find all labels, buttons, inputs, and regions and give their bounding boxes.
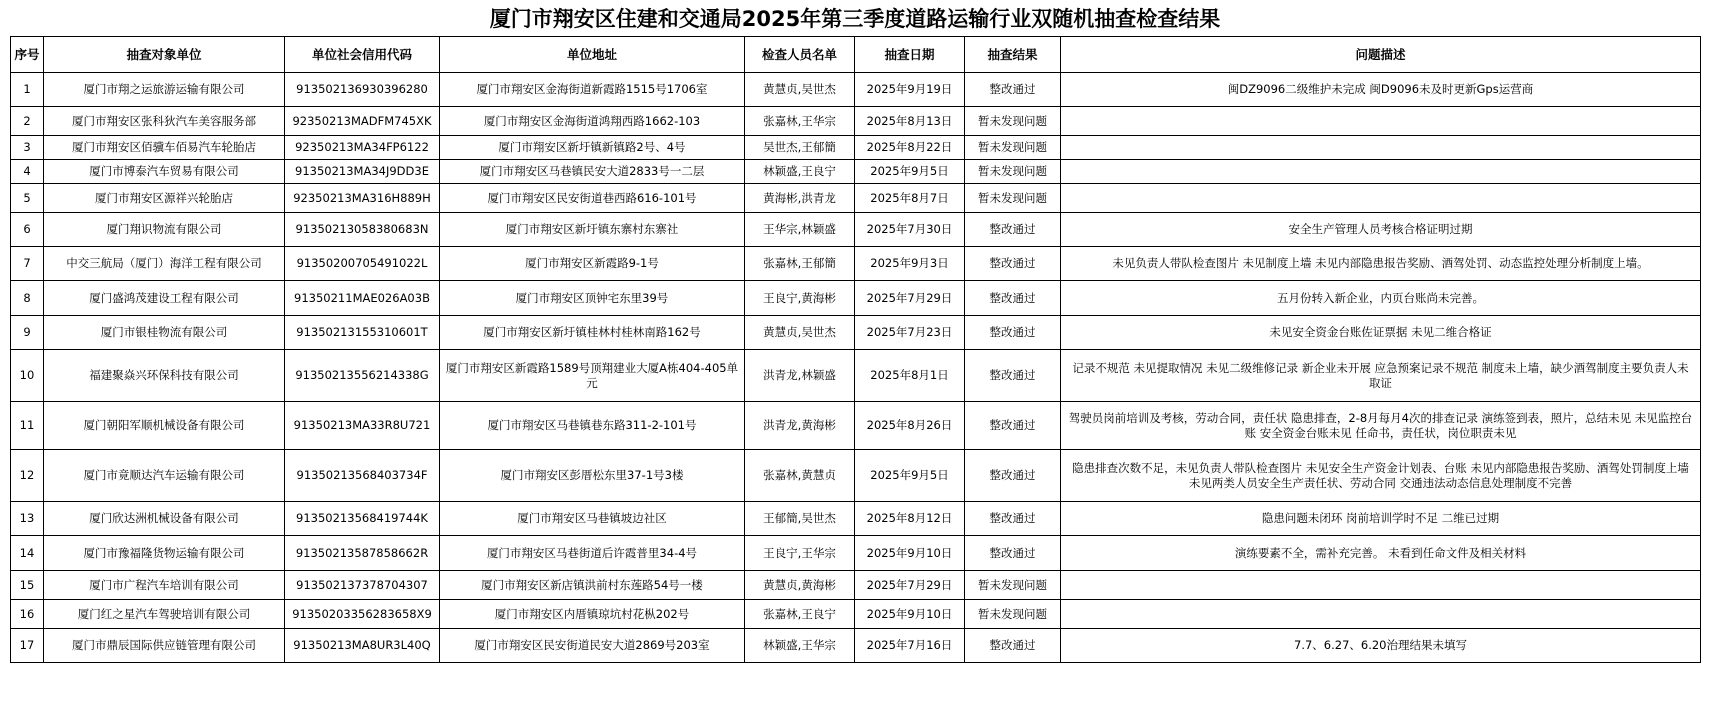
cell-date: 2025年8月13日 xyxy=(855,107,965,136)
cell-issue: 记录不规范 未见提取情况 未见二级维修记录 新企业未开展 应急预案记录不规范 制度未上墙，缺少酒驾制度主要负责人未取证 xyxy=(1061,350,1701,402)
cell-date: 2025年7月16日 xyxy=(855,629,965,663)
cell-issue xyxy=(1061,600,1701,629)
cell-date: 2025年7月29日 xyxy=(855,571,965,600)
cell-address: 厦门市翔安区新圩镇东寨村东寨社 xyxy=(440,213,745,247)
cell-inspectors: 王良宁,王华宗 xyxy=(745,536,855,571)
cell-unit: 厦门红之星汽车驾驶培训有限公司 xyxy=(44,600,285,629)
cell-issue: 未见负责人带队检查图片 未见制度上墙 未见内部隐患报告奖励、酒驾处罚、动态监控处理分析制度上墙。 xyxy=(1061,247,1701,281)
cell-seq: 10 xyxy=(11,350,44,402)
cell-seq: 12 xyxy=(11,450,44,502)
cell-seq: 2 xyxy=(11,107,44,136)
cell-issue xyxy=(1061,136,1701,160)
cell-date: 2025年8月22日 xyxy=(855,136,965,160)
cell-code: 91350213568419744K xyxy=(285,502,440,536)
cell-inspectors: 黄慧贞,黄海彬 xyxy=(745,571,855,600)
cell-code: 91350213MA8UR3L40Q xyxy=(285,629,440,663)
cell-inspectors: 洪青龙,林颖盛 xyxy=(745,350,855,402)
cell-address: 厦门市翔安区内厝镇琼坑村花枞202号 xyxy=(440,600,745,629)
table-body xyxy=(11,73,1701,663)
cell-seq: 11 xyxy=(11,402,44,450)
cell-date: 2025年9月10日 xyxy=(855,600,965,629)
cell-unit: 厦门市广程汽车培训有限公司 xyxy=(44,571,285,600)
cell-address: 厦门市翔安区金海街道新霞路1515号1706室 xyxy=(440,73,745,107)
cell-code: 91350213587858662R xyxy=(285,536,440,571)
cell-result: 整改通过 xyxy=(965,502,1061,536)
cell-unit: 厦门朝阳军顺机械设备有限公司 xyxy=(44,402,285,450)
cell-address: 厦门市翔安区新霞路9-1号 xyxy=(440,247,745,281)
cell-seq: 8 xyxy=(11,281,44,316)
cell-address: 厦门市翔安区民安街道巷西路616-101号 xyxy=(440,184,745,213)
cell-issue xyxy=(1061,571,1701,600)
cell-inspectors: 张嘉林,王良宁 xyxy=(745,600,855,629)
cell-inspectors: 王华宗,林颖盛 xyxy=(745,213,855,247)
table-row xyxy=(11,600,1701,629)
cell-result: 暂未发现问题 xyxy=(965,107,1061,136)
cell-code: 91350200705491022L xyxy=(285,247,440,281)
cell-unit: 厦门市竟顺达汽车运输有限公司 xyxy=(44,450,285,502)
cell-seq: 7 xyxy=(11,247,44,281)
cell-date: 2025年7月23日 xyxy=(855,316,965,350)
table-row xyxy=(11,136,1701,160)
table-row xyxy=(11,536,1701,571)
cell-address: 厦门市翔安区彭厝松东里37-1号3楼 xyxy=(440,450,745,502)
cell-result: 整改通过 xyxy=(965,316,1061,350)
header-code: 单位社会信用代码 xyxy=(285,37,440,73)
cell-issue: 安全生产管理人员考核合格证明过期 xyxy=(1061,213,1701,247)
header-address: 单位地址 xyxy=(440,37,745,73)
header-issue: 问题描述 xyxy=(1061,37,1701,73)
cell-unit: 厦门市博泰汽车贸易有限公司 xyxy=(44,160,285,184)
cell-unit: 厦门盛鸿茂建设工程有限公司 xyxy=(44,281,285,316)
cell-code: 91350213556214338G xyxy=(285,350,440,402)
table-row xyxy=(11,247,1701,281)
cell-seq: 13 xyxy=(11,502,44,536)
cell-issue: 五月份转入新企业，内页台账尚未完善。 xyxy=(1061,281,1701,316)
table-row xyxy=(11,629,1701,663)
page-title: 厦门市翔安区住建和交通局2025年第三季度道路运输行业双随机抽查检查结果 xyxy=(489,7,1221,31)
cell-seq: 9 xyxy=(11,316,44,350)
table-row xyxy=(11,450,1701,502)
cell-date: 2025年9月10日 xyxy=(855,536,965,571)
cell-inspectors: 王良宁,黄海彬 xyxy=(745,281,855,316)
cell-result: 整改通过 xyxy=(965,73,1061,107)
cell-code: 92350213MA316H889H xyxy=(285,184,440,213)
table-row xyxy=(11,502,1701,536)
cell-inspectors: 张嘉林,黄慧贞 xyxy=(745,450,855,502)
cell-inspectors: 张嘉林,王华宗 xyxy=(745,107,855,136)
cell-date: 2025年8月12日 xyxy=(855,502,965,536)
cell-code: 91350203356283658X9 xyxy=(285,600,440,629)
cell-code: 91350213155310601T xyxy=(285,316,440,350)
cell-seq: 14 xyxy=(11,536,44,571)
cell-code: 92350213MADFM745XK xyxy=(285,107,440,136)
cell-result: 暂未发现问题 xyxy=(965,136,1061,160)
table-row xyxy=(11,316,1701,350)
cell-address: 厦门市翔安区新霞路1589号顶翔建业大厦A栋404-405单元 xyxy=(440,350,745,402)
table-row xyxy=(11,213,1701,247)
cell-date: 2025年9月5日 xyxy=(855,450,965,502)
table-row xyxy=(11,402,1701,450)
cell-inspectors: 黄慧贞,吴世杰 xyxy=(745,316,855,350)
cell-issue: 未见安全资金台账佐证票据 未见二维合格证 xyxy=(1061,316,1701,350)
header-seq: 序号 xyxy=(11,37,44,73)
cell-code: 91350213568403734F xyxy=(285,450,440,502)
cell-seq: 6 xyxy=(11,213,44,247)
cell-inspectors: 洪青龙,黄海彬 xyxy=(745,402,855,450)
cell-result: 整改通过 xyxy=(965,402,1061,450)
table-row xyxy=(11,281,1701,316)
cell-seq: 15 xyxy=(11,571,44,600)
cell-address: 厦门市翔安区新店镇洪前村东莲路54号一楼 xyxy=(440,571,745,600)
cell-unit: 厦门欣达洲机械设备有限公司 xyxy=(44,502,285,536)
cell-unit: 厦门市鼎辰国际供应链管理有限公司 xyxy=(44,629,285,663)
cell-result: 暂未发现问题 xyxy=(965,160,1061,184)
header-date: 抽查日期 xyxy=(855,37,965,73)
cell-code: 91350211MAE026A03B xyxy=(285,281,440,316)
header-result: 抽查结果 xyxy=(965,37,1061,73)
cell-unit: 福建聚焱兴环保科技有限公司 xyxy=(44,350,285,402)
cell-code: 913502137378704307 xyxy=(285,571,440,600)
cell-unit: 厦门市翔安区源祥兴轮胎店 xyxy=(44,184,285,213)
cell-address: 厦门市翔安区金海街道鸿翔西路1662-103 xyxy=(440,107,745,136)
cell-result: 整改通过 xyxy=(965,350,1061,402)
cell-address: 厦门市翔安区民安街道民安大道2869号203室 xyxy=(440,629,745,663)
cell-address: 厦门市翔安区马巷镇民安大道2833号一二层 xyxy=(440,160,745,184)
cell-result: 暂未发现问题 xyxy=(965,571,1061,600)
cell-seq: 4 xyxy=(11,160,44,184)
cell-unit: 中交三航局（厦门）海洋工程有限公司 xyxy=(44,247,285,281)
cell-inspectors: 王郁簡,吴世杰 xyxy=(745,502,855,536)
header-unit: 抽查对象单位 xyxy=(44,37,285,73)
cell-issue: 7.7、6.27、6.20治理结果未填写 xyxy=(1061,629,1701,663)
cell-result: 整改通过 xyxy=(965,536,1061,571)
table-row xyxy=(11,73,1701,107)
cell-result: 整改通过 xyxy=(965,213,1061,247)
cell-unit: 厦门市翔安区张科狄汽车美容服务部 xyxy=(44,107,285,136)
cell-address: 厦门市翔安区马巷街道后许霞普里34-4号 xyxy=(440,536,745,571)
cell-result: 暂未发现问题 xyxy=(965,600,1061,629)
cell-inspectors: 林颖盛,王华宗 xyxy=(745,629,855,663)
cell-issue: 隐患问题未闭环 岗前培训学时不足 二维已过期 xyxy=(1061,502,1701,536)
cell-result: 整改通过 xyxy=(965,629,1061,663)
cell-code: 92350213MA34FP6122 xyxy=(285,136,440,160)
cell-seq: 3 xyxy=(11,136,44,160)
cell-code: 91350213MA33R8U721 xyxy=(285,402,440,450)
cell-seq: 5 xyxy=(11,184,44,213)
cell-seq: 17 xyxy=(11,629,44,663)
cell-result: 整改通过 xyxy=(965,281,1061,316)
cell-seq: 1 xyxy=(11,73,44,107)
cell-issue: 闽DZ9096二级维护未完成 闽D9096未及时更新Gps运营商 xyxy=(1061,73,1701,107)
header-row xyxy=(11,37,1701,73)
cell-inspectors: 林颖盛,王良宁 xyxy=(745,160,855,184)
cell-unit: 厦门市翔安区佰骥车佰易汽车轮胎店 xyxy=(44,136,285,160)
header-inspectors: 检查人员名单 xyxy=(745,37,855,73)
cell-unit: 厦门市豫福隆货物运输有限公司 xyxy=(44,536,285,571)
cell-result: 暂未发现问题 xyxy=(965,184,1061,213)
cell-issue: 演练要素不全，需补充完善。 未看到任命文件及相关材料 xyxy=(1061,536,1701,571)
cell-inspectors: 黄海彬,洪青龙 xyxy=(745,184,855,213)
cell-issue xyxy=(1061,184,1701,213)
cell-address: 厦门市翔安区马巷镇巷东路311-2-101号 xyxy=(440,402,745,450)
cell-address: 厦门市翔安区马巷镇坡边社区 xyxy=(440,502,745,536)
cell-inspectors: 黄慧贞,吴世杰 xyxy=(745,73,855,107)
cell-date: 2025年9月3日 xyxy=(855,247,965,281)
cell-result: 整改通过 xyxy=(965,450,1061,502)
table-row xyxy=(11,107,1701,136)
cell-issue xyxy=(1061,107,1701,136)
cell-code: 91350213MA34J9DD3E xyxy=(285,160,440,184)
cell-address: 厦门市翔安区顶钟宅东里39号 xyxy=(440,281,745,316)
cell-code: 913502136930396280 xyxy=(285,73,440,107)
cell-code: 91350213058380683N xyxy=(285,213,440,247)
table-row xyxy=(11,571,1701,600)
cell-issue xyxy=(1061,160,1701,184)
cell-date: 2025年9月19日 xyxy=(855,73,965,107)
cell-address: 厦门市翔安区新圩镇新镇路2号、4号 xyxy=(440,136,745,160)
cell-unit: 厦门市银桂物流有限公司 xyxy=(44,316,285,350)
cell-result: 整改通过 xyxy=(965,247,1061,281)
cell-seq: 16 xyxy=(11,600,44,629)
cell-date: 2025年8月26日 xyxy=(855,402,965,450)
table-row xyxy=(11,184,1701,213)
cell-date: 2025年7月29日 xyxy=(855,281,965,316)
cell-inspectors: 张嘉林,王郁簡 xyxy=(745,247,855,281)
cell-date: 2025年8月7日 xyxy=(855,184,965,213)
cell-date: 2025年8月1日 xyxy=(855,350,965,402)
cell-inspectors: 吴世杰,王郁簡 xyxy=(745,136,855,160)
table-row xyxy=(11,160,1701,184)
table-row xyxy=(11,350,1701,402)
inspection-results-table xyxy=(10,36,1701,663)
cell-date: 2025年9月5日 xyxy=(855,160,965,184)
cell-address: 厦门市翔安区新圩镇桂林村桂林南路162号 xyxy=(440,316,745,350)
cell-unit: 厦门市翔之运旅游运输有限公司 xyxy=(44,73,285,107)
cell-issue: 驾驶员岗前培训及考核，劳动合同，责任状 隐患排查，2-8月每月4次的排查记录 演练签到表，照片，总结未见 未见监控台账 安全资金台账未见 任命书，责任状，岗位职责未见 xyxy=(1061,402,1701,450)
cell-unit: 厦门翔识物流有限公司 xyxy=(44,213,285,247)
cell-issue: 隐患排查次数不足，未见负责人带队检查图片 未见安全生产资金计划表、台账 未见内部隐患报告奖励、酒驾处罚制度上墙 未见两类人员安全生产责任状、劳动合同 交通违法动态信息处理制度不完善 xyxy=(1061,450,1701,502)
cell-date: 2025年7月30日 xyxy=(855,213,965,247)
